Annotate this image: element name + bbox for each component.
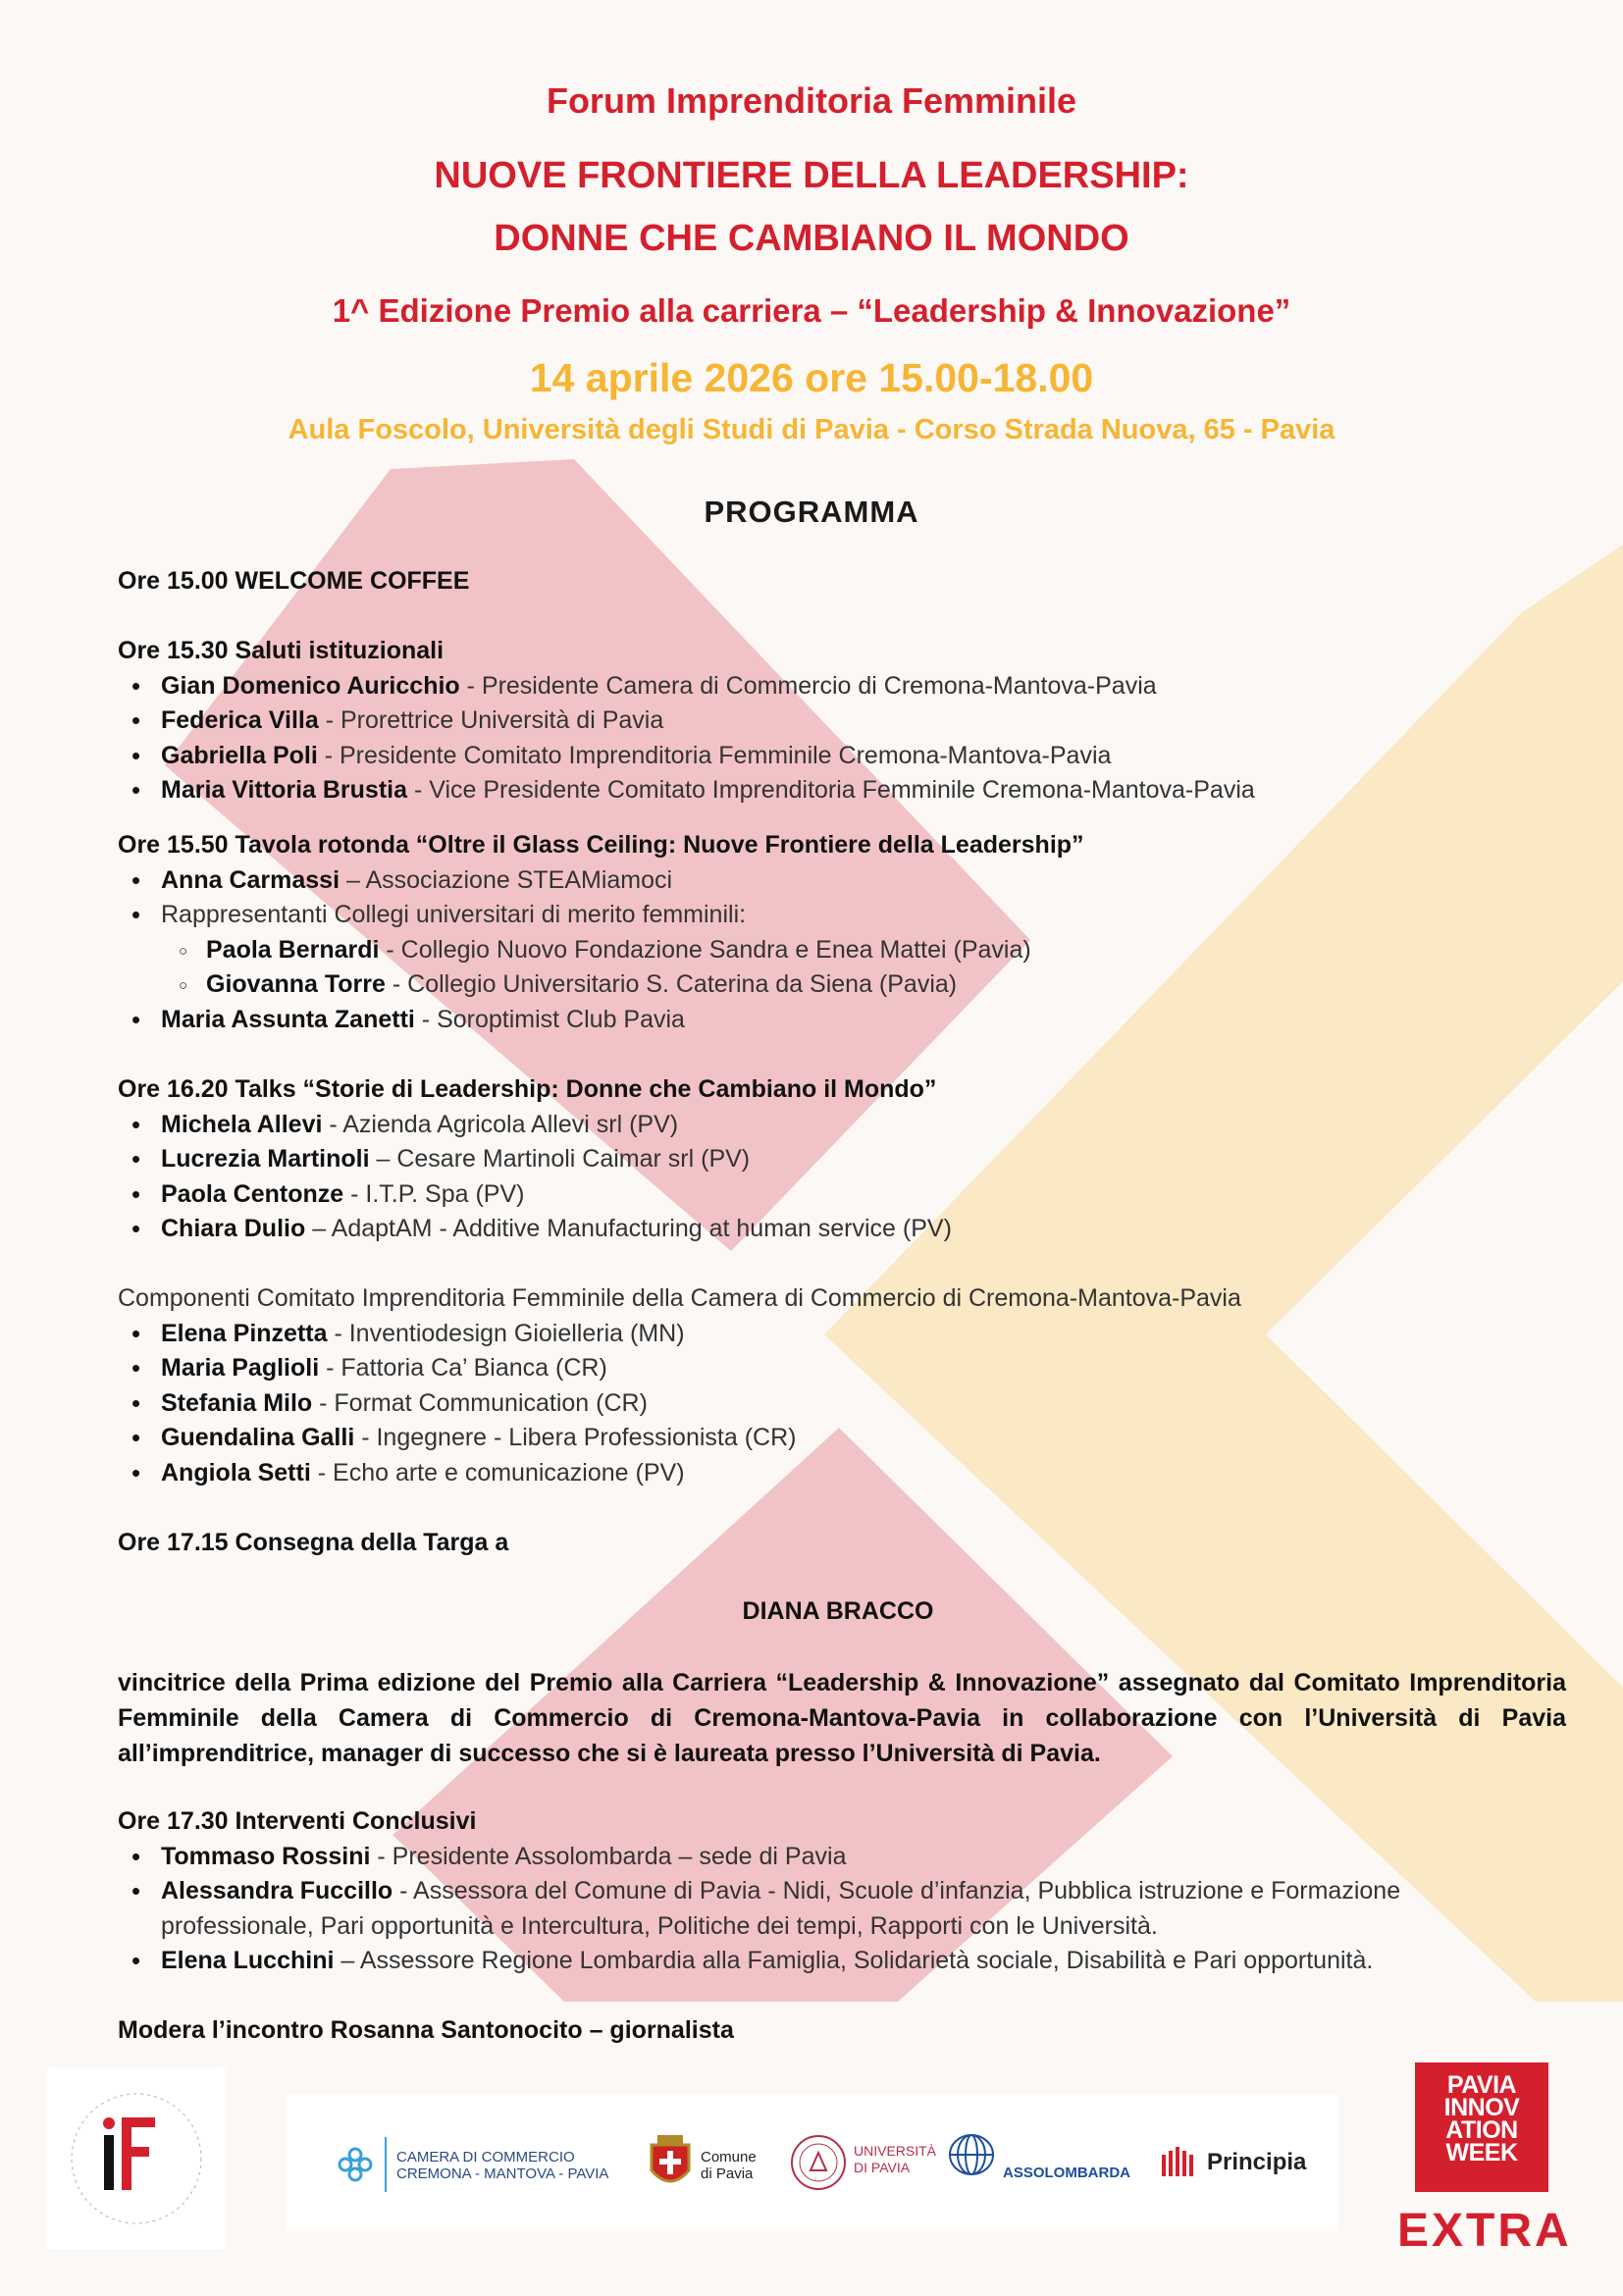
list-item xyxy=(161,1840,1574,1875)
speaker-role: – Assessore Regione Lombardia alla Famiglia, Solidarietà sociale, Disabilità e Pari opportunità. xyxy=(334,1947,1374,1974)
unipv-logo xyxy=(854,2143,936,2176)
speaker-name: Tommaso Rossini xyxy=(161,1842,371,1870)
talks-heading: Ore 16.20 Talks “Storie di Leadership: Donne che Cambiano il Mondo” xyxy=(118,1075,937,1103)
speaker-role: - Fattoria Ca’ Bianca (CR) xyxy=(319,1354,607,1382)
componenti-section xyxy=(118,1281,1570,1490)
speaker-name: Michela Allevi xyxy=(161,1110,323,1138)
speaker-name: Paola Bernardi xyxy=(206,935,380,964)
list-item xyxy=(161,1944,1574,1979)
programma-heading: PROGRAMMA xyxy=(704,495,919,529)
tavola-section xyxy=(118,828,1570,1037)
speaker-role: - Presidente Camera di Commercio di Cremona-Mantova-Pavia xyxy=(459,671,1157,700)
list-item xyxy=(161,1421,1570,1456)
welcome-heading: Ore 15.00 WELCOME COFFEE xyxy=(118,567,470,595)
tavola-heading: Ore 15.50 Tavola rotonda “Oltre il Glass Ceiling: Nuove Frontiere della Leadership” xyxy=(118,831,1084,859)
speaker-name: Elena Pinzetta xyxy=(161,1319,328,1347)
conclusivi-section xyxy=(118,1804,1570,1979)
assolombarda-logo: ASSOLOMBARDA xyxy=(1003,2165,1130,2181)
speaker-name: Federica Villa xyxy=(161,706,319,734)
speaker-name: Chiara Dulio xyxy=(161,1215,306,1242)
comune-logo xyxy=(701,2149,757,2182)
speaker-name: Maria Vittoria Brustia xyxy=(161,776,408,804)
speaker-name: Angiola Setti xyxy=(161,1458,311,1487)
speaker-name: Gabriella Poli xyxy=(161,741,318,769)
list-item xyxy=(161,1142,1570,1177)
logo-divider xyxy=(385,2137,387,2192)
event-title-line1: NUOVE FRONTIERE DELLA LEADERSHIP: xyxy=(434,155,1189,196)
saluti-list xyxy=(118,669,1570,809)
conclusivi-heading: Ore 17.30 Interventi Conclusivi xyxy=(118,1807,477,1835)
principia-logo: Principia xyxy=(1207,2149,1307,2175)
comune-line1: Comune xyxy=(701,2149,757,2166)
piw-line3: ATION xyxy=(1445,2116,1518,2144)
list-item xyxy=(161,704,1570,739)
saluti-section xyxy=(118,634,1570,809)
speaker-role: - Assessora del Comune di Pavia - Nidi, Scuole d’infanzia, Pubblica istruzione e Formazione professionale, Pari opportunità e Intercultura, Politiche dei tempi, Rapporti con le Università. xyxy=(161,1877,1401,1940)
speaker-name: Elena Lucchini xyxy=(161,1947,335,1974)
extra-logo: EXTRA xyxy=(1397,2205,1572,2257)
list-item xyxy=(161,773,1570,809)
list-item xyxy=(161,898,1570,1003)
list-item xyxy=(161,739,1570,774)
speaker-role: - Azienda Agricola Allevi srl (PV) xyxy=(322,1110,679,1138)
camera-commercio-logo xyxy=(396,2149,608,2182)
speaker-name: Lucrezia Martinoli xyxy=(161,1145,370,1173)
welcome-section xyxy=(118,564,1570,600)
tavola-list xyxy=(118,863,1570,1038)
event-venue: Aula Foscolo, Università degli Studi di Pavia - Corso Strada Nuova, 65 - Pavia xyxy=(288,414,1335,445)
speaker-role: – Associazione STEAMiamoci xyxy=(340,865,673,894)
componenti-heading: Componenti Comitato Imprenditoria Femminile della Camera di Commercio di Cremona-Mantova-Pavia xyxy=(118,1284,1241,1312)
camera-line1: CAMERA DI COMMERCIO xyxy=(396,2149,575,2166)
speaker-role: – Cesare Martinoli Caimar srl (PV) xyxy=(369,1145,751,1173)
if-logo-icon xyxy=(47,2068,226,2249)
piw-line4: WEEK xyxy=(1445,2139,1518,2166)
list-item xyxy=(161,1386,1570,1422)
moderator-section xyxy=(118,2013,1570,2049)
saluti-heading: Ore 15.30 Saluti istituzionali xyxy=(118,637,445,664)
speaker-role: - Ingegnere - Libera Professionista (CR) xyxy=(354,1424,797,1451)
edition-title: 1^ Edizione Premio alla carriera – “Leadership & Innovazione” xyxy=(332,292,1291,329)
speaker-name: Maria Paglioli xyxy=(161,1354,320,1382)
targa-section xyxy=(118,1526,1570,1561)
speaker-role: - Collegio Nuovo Fondazione Sandra e Enea Mattei (Pavia) xyxy=(379,935,1031,964)
list-item xyxy=(161,669,1570,704)
speaker-role: - Soroptimist Club Pavia xyxy=(414,1005,685,1033)
list-item xyxy=(161,1317,1570,1352)
speaker-role: - Prorettrice Università di Pavia xyxy=(318,706,664,734)
list-item xyxy=(161,1177,1570,1213)
unipv-seal-icon xyxy=(789,2133,848,2192)
unipv-line2: DI PAVIA xyxy=(854,2160,911,2175)
list-item xyxy=(206,967,1570,1003)
principia-icon xyxy=(1160,2145,1203,2180)
speaker-role: – AdaptAM - Additive Manufacturing at human service (PV) xyxy=(305,1215,952,1242)
piw-line1: PAVIA xyxy=(1446,2071,1517,2099)
list-item xyxy=(161,1108,1570,1143)
list-item xyxy=(161,1456,1570,1491)
speaker-role: - Format Communication (CR) xyxy=(312,1388,648,1417)
unipv-line1: UNIVERSITÀ xyxy=(854,2143,937,2159)
speaker-name: Anna Carmassi xyxy=(161,865,340,894)
collegi-sublist xyxy=(161,933,1570,1003)
collegi-text: Rappresentanti Collegi universitari di merito femminili: xyxy=(161,901,747,928)
speaker-role: - Presidente Assolombarda – sede di Pavia xyxy=(370,1842,847,1870)
list-item xyxy=(161,1212,1570,1247)
speaker-name: Stefania Milo xyxy=(161,1388,313,1417)
talks-list xyxy=(118,1108,1570,1247)
speaker-role: - Inventiodesign Gioielleria (MN) xyxy=(327,1319,685,1347)
targa-heading: Ore 17.15 Consegna della Targa a xyxy=(118,1529,509,1556)
speaker-role: - Collegio Universitario S. Caterina da Siena (Pavia) xyxy=(385,970,958,998)
assolombarda-icon xyxy=(946,2131,997,2178)
moderator-text: Modera l’incontro Rosanna Santonocito – giornalista xyxy=(118,2016,734,2044)
list-item xyxy=(206,933,1570,968)
comune-crest-icon xyxy=(648,2133,693,2192)
pavia-innovation-week-logo xyxy=(1415,2062,1548,2192)
speaker-name: Giovanna Torre xyxy=(206,970,386,998)
speaker-role: - Presidente Comitato Imprenditoria Femminile Cremona-Mantova-Pavia xyxy=(317,741,1112,769)
speaker-name: Gian Domenico Auricchio xyxy=(161,671,460,700)
speaker-name: Alessandra Fuccillo xyxy=(161,1877,393,1905)
forum-title: Forum Imprenditoria Femminile xyxy=(546,80,1077,121)
list-item xyxy=(161,1351,1570,1386)
list-item xyxy=(161,863,1570,899)
camera-commercio-icon xyxy=(334,2143,377,2186)
event-title-line2: DONNE CHE CAMBIANO IL MONDO xyxy=(494,218,1129,259)
speaker-name: Maria Assunta Zanetti xyxy=(161,1005,415,1033)
award-description: vincitrice della Prima edizione del Premio alla Carriera “Leadership & Innovazione” assegnato dal Comitato Imprenditoria Femminile della Camera di Commercio di Cremona-Mantova-Pavia in collaborazione con l’Università di Pavia all’imprenditrice, manager di successo che si è laureata presso l’Università di Pavia. xyxy=(118,1669,1566,1767)
speaker-role: - I.T.P. Spa (PV) xyxy=(343,1179,525,1208)
camera-line2: CREMONA - MANTOVA - PAVIA xyxy=(396,2166,609,2182)
speaker-role: - Echo arte e comunicazione (PV) xyxy=(310,1458,685,1487)
event-date: 14 aprile 2026 ore 15.00-18.00 xyxy=(529,355,1094,400)
comune-line2: di Pavia xyxy=(701,2166,754,2182)
piw-line2: INNOV xyxy=(1443,2094,1520,2121)
list-item xyxy=(161,1003,1570,1038)
talks-section xyxy=(118,1072,1570,1247)
speaker-role: - Vice Presidente Comitato Imprenditoria Femminile Cremona-Mantova-Pavia xyxy=(407,776,1255,804)
componenti-list xyxy=(118,1317,1570,1491)
winner-name: DIANA BRACCO xyxy=(742,1597,934,1625)
partner-logos-bar xyxy=(287,2094,1338,2231)
speaker-name: Guendalina Galli xyxy=(161,1424,355,1451)
list-item xyxy=(161,1874,1574,1944)
imprenditoria-femminile-logo xyxy=(47,2068,226,2249)
speaker-name: Paola Centonze xyxy=(161,1179,344,1208)
conclusivi-list xyxy=(118,1840,1574,1979)
